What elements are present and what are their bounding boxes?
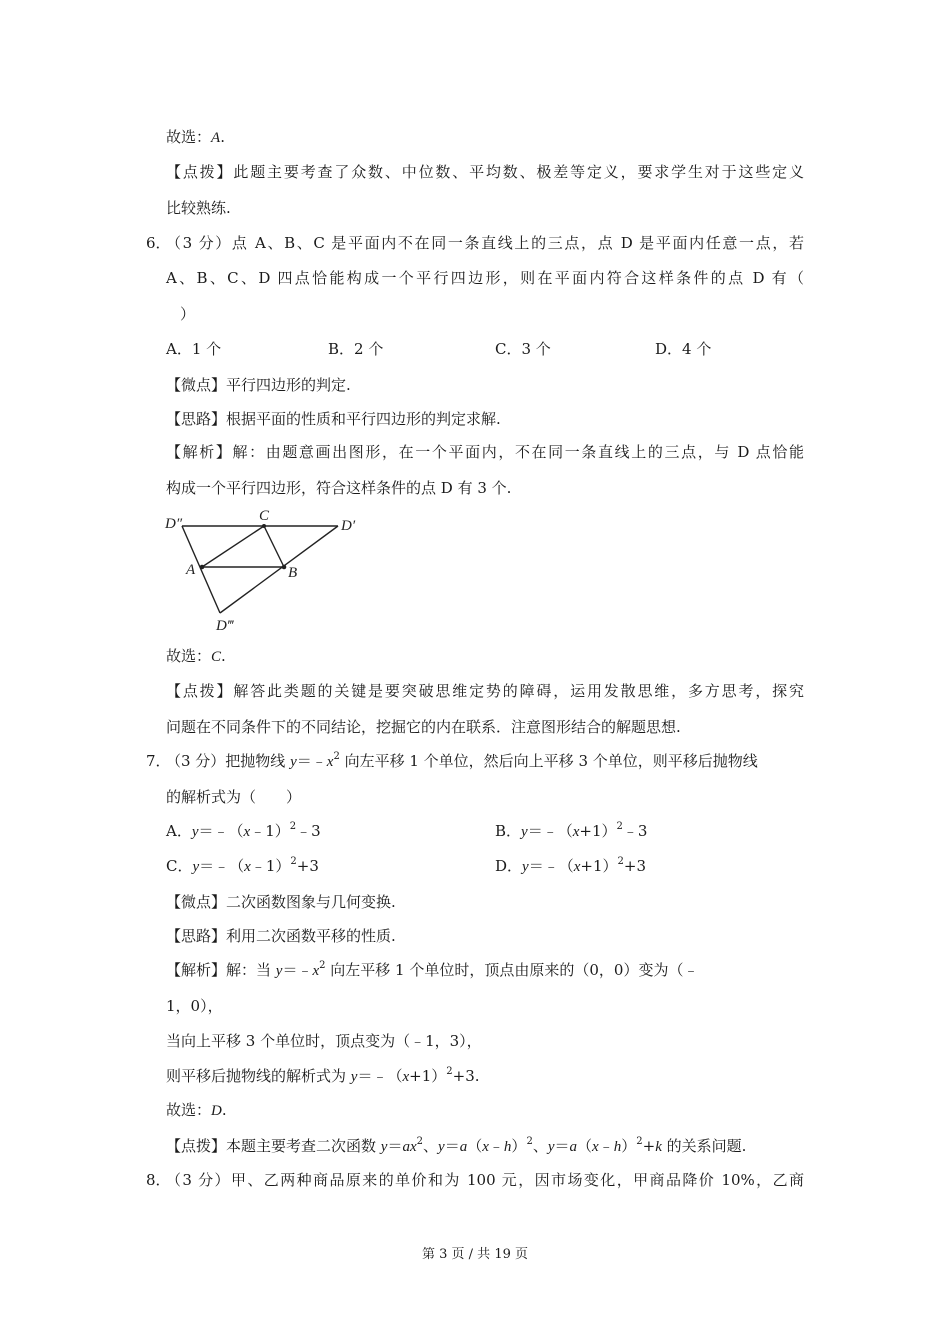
q6-number: 6．	[146, 234, 171, 252]
q6-stem-cont: A、B、C、D 四点恰能构成一个平行四边形，则在平面内符合这样条件的点 D 有（	[166, 269, 804, 287]
q7-option-c: C．y＝﹣（x﹣1）$^2$+3	[166, 856, 319, 875]
point-b	[282, 565, 287, 570]
q7-jiexi-cont: 1，0），	[166, 997, 223, 1015]
q7-weidian: 【微点】二次函数图象与几何变换.	[166, 893, 396, 911]
line-c-b	[264, 526, 284, 567]
q5-tip: 【点拨】此题主要考查了众数、中位数、平均数、极差等定义，要求学生对于这些定义	[166, 163, 804, 181]
q7-jiexi: 【解析】解：当 $y=﹣x^2$ 向左平移 1 个单位时，顶点由原来的（0，0）变为（﹣	[166, 960, 699, 979]
label-d-triple-prime: D‴	[216, 618, 234, 634]
q5-tip-cont: 比较熟练.	[166, 199, 231, 217]
q6-answer-value: C	[211, 649, 222, 665]
q6-option-d: D．4 个	[655, 340, 712, 358]
point-c	[262, 524, 266, 528]
q6-option-b: B．2 个	[328, 340, 384, 358]
point-a	[200, 565, 205, 570]
parallelogram-figure	[160, 505, 370, 635]
q7-stem: （3 分）把抛物线 $y=﹣x^2$ 向左平移 1 个单位，然后向上平移 3 个单位，则平移后抛物线	[166, 751, 758, 770]
label-a: A	[186, 562, 196, 578]
q6-answer: 故选：C.	[166, 647, 226, 665]
q7-stem-formula: $y=﹣x^2$	[290, 751, 340, 770]
q6-tip: 【点拨】解答此类题的关键是要突破思维定势的障碍，运用发散思维，多方思考，探究	[166, 682, 804, 700]
q7-answer-value: D	[211, 1103, 222, 1119]
q8-number: 8．	[146, 1171, 171, 1189]
q7-number: 7．	[146, 752, 171, 770]
line-d3-d1	[220, 526, 338, 613]
label-d-prime: D′	[341, 518, 356, 534]
q7-jiexi-step: 当向上平移 3 个单位时，顶点变为（﹣1，3），	[166, 1032, 482, 1050]
q7-jiexi-formula: $y=﹣x^2$	[275, 960, 326, 979]
q6-silu: 【思路】根据平面的性质和平行四边形的判定求解.	[166, 410, 501, 428]
q7-answer: 故选：D.	[166, 1101, 227, 1119]
q6-stem: （3 分）点 A、B、C 是平面内不在同一条直线上的三点，点 D 是平面内任意一点，若	[166, 234, 804, 252]
q7-tip: 【点拨】本题主要考查二次函数 $y=ax^2$、y＝a（x﹣h）$^2$、y＝a（x﹣h）$^2$+k 的关系问题.	[166, 1136, 747, 1155]
q7-jiexi-result: 则平移后抛物线的解析式为 $y=﹣(x+1)^2+3$.	[166, 1066, 480, 1085]
label-c: C	[259, 508, 270, 524]
q7-option-d: D．$y=﹣(x+1)^2+3$	[495, 856, 647, 875]
q7-silu: 【思路】利用二次函数平移的性质.	[166, 927, 396, 945]
q6-weidian: 【微点】平行四边形的判定.	[166, 376, 351, 394]
q7-option-a: A．y＝﹣（x﹣1）$^2$﹣3	[166, 821, 321, 840]
label-d-double-prime: D″	[165, 516, 183, 532]
q7-option-b: B．$y=﹣(x+1)^2﹣3$	[495, 821, 648, 840]
q6-tip-cont: 问题在不同条件下的不同结论，挖掘它的内在联系．注意图形结合的解题思想.	[166, 718, 681, 736]
page-footer: 第 3 页 / 共 19 页	[422, 1247, 528, 1262]
q6-option-c: C．3 个	[495, 340, 551, 358]
q5-answer-value: A	[211, 130, 221, 146]
q6-stem-paren: ）	[180, 305, 196, 323]
q6-option-a: A．1 个	[166, 340, 222, 358]
line-a-c	[202, 526, 264, 567]
q7-tip-formulas: $y=ax^2$、y＝a（x﹣h）$^2$、y＝a（x﹣h）$^2$+k	[380, 1136, 662, 1155]
q7-stem-cont: 的解析式为（ ）	[166, 788, 302, 806]
q6-jiexi: 【解析】解：由题意画出图形，在一个平面内，不在同一条直线上的三点，与 D 点恰能	[166, 443, 804, 461]
q5-answer: 故选：A.	[166, 128, 225, 146]
label-b: B	[288, 565, 298, 581]
q7-result-formula: $y=﹣(x+1)^2+3$.	[350, 1066, 480, 1085]
q8-stem: （3 分）甲、乙两种商品原来的单价和为 100 元，因市场变化，甲商品降价 10%，乙商	[166, 1171, 804, 1189]
q6-jiexi-cont: 构成一个平行四边形，符合这样条件的点 D 有 3 个.	[166, 479, 512, 497]
